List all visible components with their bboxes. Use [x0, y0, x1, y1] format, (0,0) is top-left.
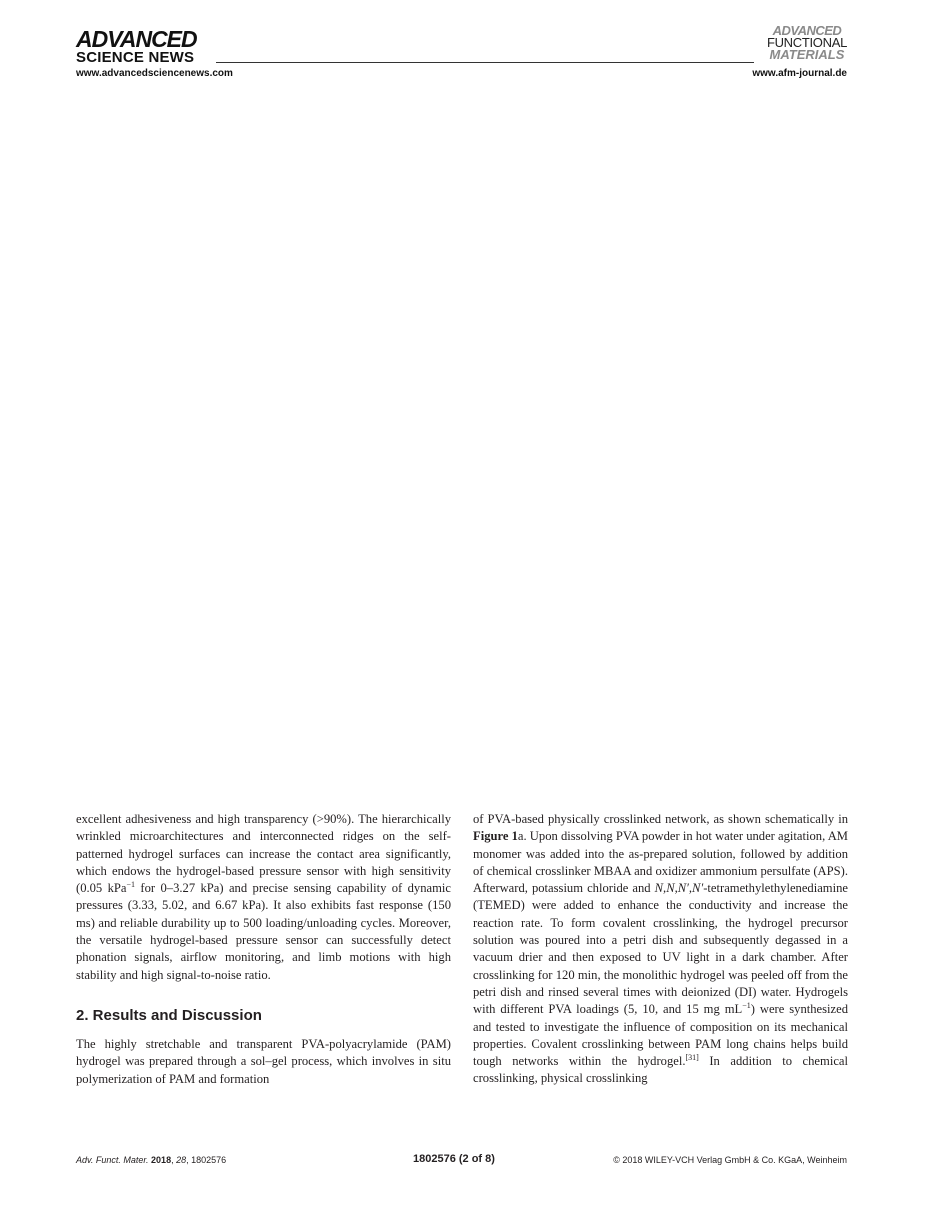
abstract-paragraph [76, 811, 451, 984]
journal-logo-line3: MATERIALS [769, 47, 845, 62]
footer-volume: 28 [176, 1155, 187, 1165]
rc-superscript-1: −1 [742, 1001, 751, 1011]
footer-citation: Adv. Funct. Mater. 2018, 28, 1802576 [76, 1155, 227, 1165]
rc-text-1: of PVA-based physically crosslinked network, as shown schematically in [473, 812, 848, 826]
rc-text-4: ) were synthesized and tested to investigate the influence of composition on its mechanical properties. Covalent crosslinking between PAM long chains helps build tough networks within the hydrogel. [473, 1002, 849, 1069]
journal-logo-line2: FUNCTIONAL [766, 35, 847, 50]
publisher-url[interactable]: www.advancedsciencenews.com [76, 68, 233, 79]
footer-journal: Adv. Funct. Mater. [76, 1155, 149, 1165]
right-column [473, 811, 848, 1088]
journal-logo [767, 25, 847, 61]
journal-logo-line1: ADVANCED [772, 23, 842, 38]
para1-text-a: excellent adhesiveness and high transparency (>90%). The hierarchically wrinkled microarchitectures and interconnected ridges on the self-patterned hydrogel surfaces can increase the contact area significantly, which endows the hydrogel-based pressure sensor with high sensitivity (0.05 kPa [76, 812, 451, 896]
section-heading: 2. Results and Discussion [76, 1006, 262, 1024]
chem-name-italic: N,N,N′,N′ [654, 881, 704, 896]
rc-text-2: a. Upon dissolving PVA powder in hot water under agitation, AM monomer was added into the as-prepared solution, followed by addition of chemical crosslinker MBAA and oxidizer ammonium persulfate (APS). Afterward, potassium chloride and [473, 829, 848, 896]
footer-page-label: 1802576 (2 of 8) [413, 1153, 495, 1165]
header-rule [216, 62, 754, 63]
publisher-logo [76, 28, 197, 65]
figure-1-reference[interactable]: Figure 1 [473, 829, 518, 844]
citation-31[interactable]: [31] [685, 1052, 699, 1062]
logo-science-news-text: SCIENCE NEWS [76, 49, 195, 66]
rc-text-5: In addition to chemical crosslinking, physical crosslinking [473, 1054, 848, 1086]
para1-text-b: for 0–3.27 kPa) and precise sensing capability of dynamic pressures (3.33, 5.02, and 6.67 kPa). It also exhibits fast response (150 ms) and reliable durability up to 500 loading/unloading cycles. Moreover, the versatile hydrogel-based pressure sensor can successfully detect phonation signals, airflow monitoring, and limb motions with high stability and high signal-to-noise ratio. [76, 881, 451, 982]
para1-superscript: −1 [126, 880, 136, 889]
footer-copyright: © 2018 WILEY-VCH Verlag GmbH & Co. KGaA, Weinheim [613, 1155, 847, 1165]
left-column [76, 811, 451, 1088]
results-paragraph: The highly stretchable and transparent PVA-polyacrylamide (PAM) hydrogel was prepared through a sol–gel process, which involves in situ polymerization of PAM and formation [76, 1036, 451, 1086]
results-paragraph-continued [473, 811, 848, 1088]
journal-url[interactable]: www.afm-journal.de [752, 68, 847, 79]
footer-year: 2018 [151, 1155, 172, 1165]
footer-article-number: 1802576 [191, 1155, 227, 1165]
rc-text-3: -tetramethylethylenediamine (TEMED) were added to enhance the conductivity and increase the reaction rate. To form covalent crosslinking, the hydrogel precursor solution was poured into a petri dish and subsequently degassed in a vacuum drier and then exposed to UV light in a dark chamber. After crosslinking for 120 min, the monolithic hydrogel was peeled off from the petri dish and rinsed several times with deionized (DI) water. Hydrogels with different PVA loadings (5, 10, and 15 mg mL [473, 881, 848, 1017]
logo-advanced-text: ADVANCED [76, 26, 197, 52]
